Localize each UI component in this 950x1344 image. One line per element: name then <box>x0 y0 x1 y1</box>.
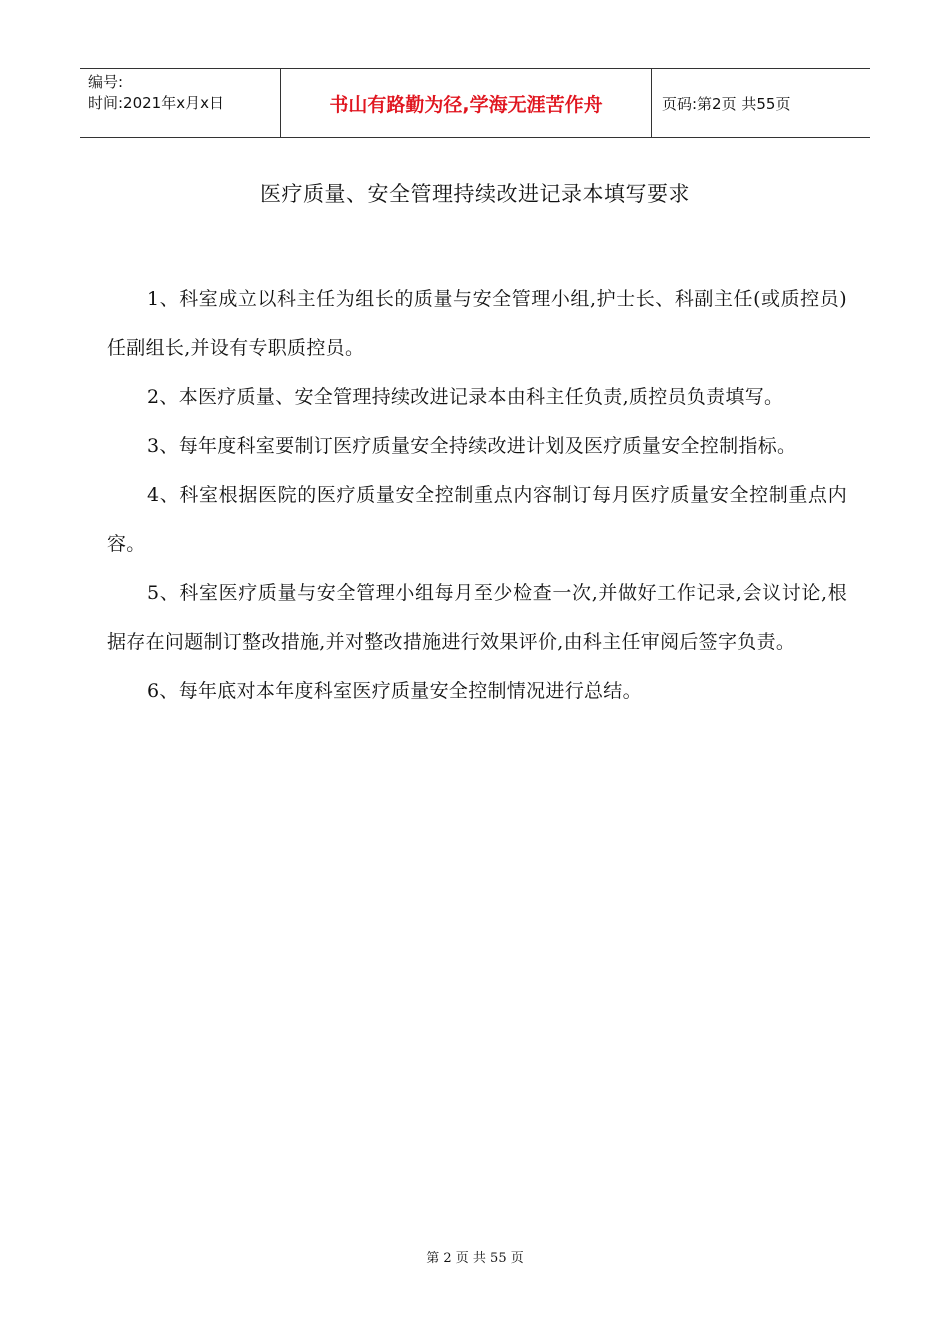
header-page-info: 页码:第2页 共55页 <box>662 94 791 113</box>
paragraph-1: 1、科室成立以科主任为组长的质量与安全管理小组,护士长、科副主任(或质控员)任副组长,并设有专职质控员。 <box>107 288 847 359</box>
date-label: 时间:2021年x月x日 <box>88 94 224 112</box>
document-title: 医疗质量、安全管理持续改进记录本填写要求 <box>260 182 690 206</box>
paragraph-3: 3、每年度科室要制订医疗质量安全持续改进计划及医疗质量安全控制指标。 <box>147 435 797 457</box>
number-label: 编号: <box>88 73 124 91</box>
document-body <box>107 275 847 716</box>
page-footer: 第 2 页 共 55 页 <box>426 1251 524 1266</box>
paragraph-5: 5、科室医疗质量与安全管理小组每月至少检查一次,并做好工作记录,会议讨论,根据存在问题制订整改措施,并对整改措施进行效果评价,由科主任审阅后签字负责。 <box>107 582 847 653</box>
paragraph-6: 6、每年底对本年度科室医疗质量安全控制情况进行总结。 <box>147 680 642 702</box>
page-header <box>80 68 870 138</box>
header-meta <box>80 69 281 137</box>
paragraph-4: 4、科室根据医院的医疗质量安全控制重点内容制订每月医疗质量安全控制重点内容。 <box>107 484 847 555</box>
paragraph-2: 2、本医疗质量、安全管理持续改进记录本由科主任负责,质控员负责填写。 <box>147 386 784 408</box>
header-motto: 书山有路勤为径,学海无涯苦作舟 <box>281 69 652 137</box>
